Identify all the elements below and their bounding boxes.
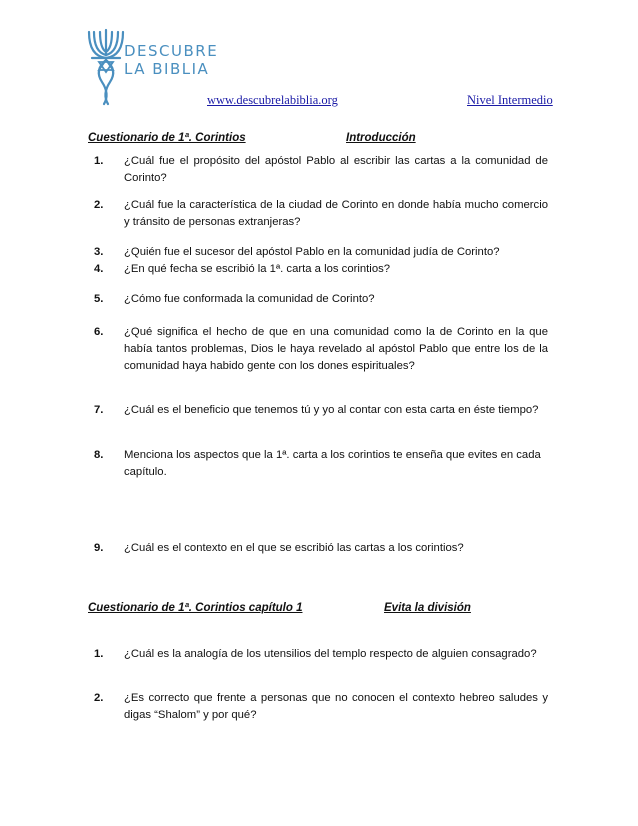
list-item (94, 291, 548, 308)
question-number: 8. (94, 449, 104, 461)
question-number: 4. (94, 263, 104, 275)
level-link[interactable]: Nivel Intermedio (467, 93, 553, 107)
list-item (94, 646, 548, 663)
question-number: 5. (94, 293, 104, 305)
question-text: ¿Es correcto que frente a personas que no conocen el contexto hebreo saludes y digas “Shalom” y por qué? (124, 692, 548, 721)
question-text: ¿Qué significa el hecho de que en una comunidad como la de Corinto en la que había tantos problemas, Dios le haya revelado al apóstol Pablo que entre los de la comunidad haya habido gente con los dones espirituales? (124, 326, 548, 372)
question-number: 9. (94, 542, 104, 554)
question-number: 1. (94, 155, 104, 167)
list-item (94, 153, 548, 187)
question-text: ¿En qué fecha se escribió la 1ª. carta a los corintios? (124, 263, 391, 275)
question-text: ¿Cuál es la analogía de los utensilios del templo respecto de alguien consagrado? (124, 648, 537, 660)
question-number: 1. (94, 648, 104, 660)
list-item (94, 324, 548, 375)
question-number: 6. (94, 326, 104, 338)
question-text: ¿Cuál fue la característica de la ciudad de Corinto en donde había mucho comercio y tránsito de personas extranjeras? (124, 199, 548, 228)
list-item (94, 197, 548, 231)
section2-title: Cuestionario de 1ª. Corintios capítulo 1 (88, 602, 303, 614)
question-number: 2. (94, 199, 104, 211)
logo-wordmark (124, 42, 218, 78)
section2-subtitle: Evita la división (384, 602, 471, 614)
list-item (94, 540, 548, 557)
list-item (94, 244, 548, 261)
list-item (94, 690, 548, 724)
question-number: 3. (94, 246, 104, 258)
question-text: ¿Cuál es el contexto en el que se escribió las cartas a los corintios? (124, 542, 464, 554)
list-item (94, 261, 548, 278)
list-item (94, 402, 548, 419)
website-link[interactable]: www.descubrelabiblia.org (207, 93, 338, 107)
question-number: 7. (94, 404, 104, 416)
section1-title: Cuestionario de 1ª. Corintios (88, 132, 246, 144)
logo-line-1: DESCUBRE (124, 42, 219, 60)
logo-line-2: LA BIBLIA (124, 60, 210, 78)
question-number: 2. (94, 692, 104, 704)
question-text: ¿Cómo fue conformada la comunidad de Corinto? (124, 293, 375, 305)
descubre-la-biblia-logo (86, 24, 219, 110)
list-item (94, 447, 548, 481)
section1-subtitle: Introducción (346, 132, 416, 144)
question-text: Menciona los aspectos que la 1ª. carta a los corintios te enseña que evites en cada capítulo. (124, 449, 541, 478)
question-text: ¿Cuál es el beneficio que tenemos tú y yo al contar con esta carta en éste tiempo? (124, 404, 539, 416)
question-text: ¿Cuál fue el propósito del apóstol Pablo al escribir las cartas a la comunidad de Corinto? (124, 155, 548, 184)
question-text: ¿Quién fue el sucesor del apóstol Pablo en la comunidad judía de Corinto? (124, 246, 500, 258)
menorah-fish-icon (86, 24, 126, 110)
